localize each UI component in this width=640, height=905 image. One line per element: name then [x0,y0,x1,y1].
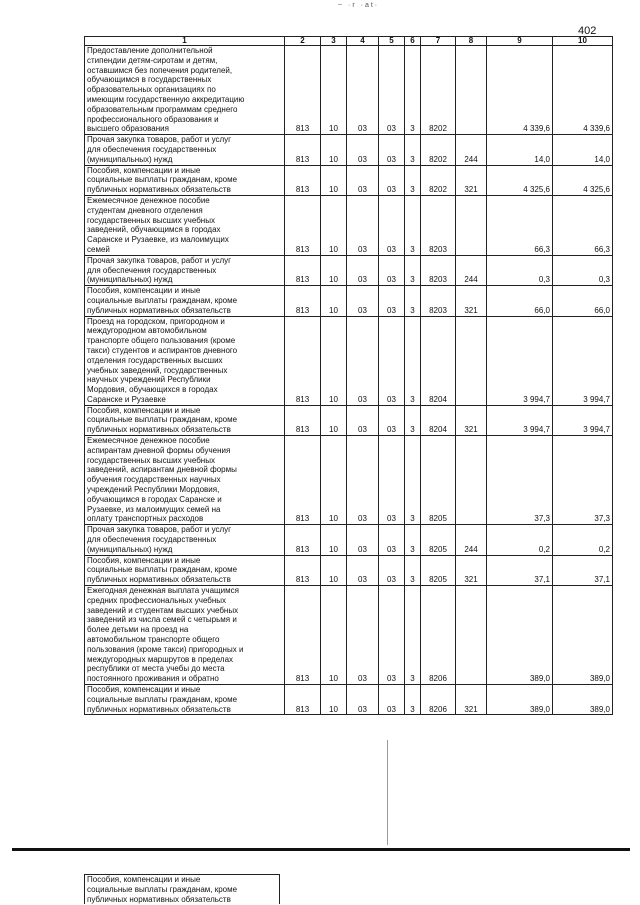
code-cell: 8202 [421,165,456,195]
code-cell: 03 [347,525,379,555]
code-cell: 813 [285,685,321,715]
amount-cell: 3 994,7 [487,316,553,405]
code-cell: 8202 [421,46,456,135]
amount-cell: 4 339,6 [553,46,613,135]
code-cell: 3 [405,165,421,195]
code-cell: 10 [321,586,347,685]
code-cell: 03 [347,135,379,165]
amount-cell: 389,0 [553,586,613,685]
amount-cell: 3 994,7 [553,316,613,405]
column-header: 10 [553,37,613,46]
code-cell: 03 [379,316,405,405]
row-description: Предоставление дополнительной стипендии детям-сиротам и детям, оставшимся без попечения родителей, обучающимся в государственных образовательных организациях по имеющим государственную аккредитацию образовательным программам среднего профессионального образования и высшего образования [85,46,285,135]
table-row [85,165,613,195]
row-description: Пособия, компенсации и иные социальные выплаты гражданам, кроме публичных нормативных обязательств [85,685,285,715]
code-cell: 03 [347,255,379,285]
code-cell: 3 [405,46,421,135]
code-cell: 10 [321,195,347,255]
code-cell: 813 [285,286,321,316]
code-cell: 03 [379,586,405,685]
code-cell: 03 [347,195,379,255]
code-cell: 813 [285,586,321,685]
code-cell: 8206 [421,586,456,685]
table-row [85,135,613,165]
code-cell: 813 [285,165,321,195]
row-description: Прочая закупка товаров, работ и услуг для обеспечения государственных (муниципальных) нужд [85,525,285,555]
amount-cell: 37,3 [553,436,613,525]
amount-cell: 389,0 [553,685,613,715]
amount-cell: 66,3 [553,195,613,255]
scan-artifact-mark: ~ ·r ·at· [338,2,380,9]
code-cell: 8205 [421,436,456,525]
code-cell: 03 [379,525,405,555]
code-cell: 3 [405,286,421,316]
code-cell: 3 [405,685,421,715]
code-cell: 03 [347,685,379,715]
code-cell: 10 [321,316,347,405]
row-description: Пособия, компенсации и иные социальные выплаты гражданам, кроме публичных нормативных обязательств [85,286,285,316]
code-cell: 321 [456,405,487,435]
code-cell: 321 [456,286,487,316]
amount-cell: 4 325,6 [487,165,553,195]
code-cell: 10 [321,525,347,555]
code-cell: 244 [456,135,487,165]
table-row [85,555,613,585]
code-cell: 03 [379,165,405,195]
code-cell: 813 [285,555,321,585]
code-cell: 10 [321,255,347,285]
code-cell: 03 [347,316,379,405]
code-cell: 3 [405,135,421,165]
row-description: Ежемесячное денежное пособие аспирантам дневной формы обучения государственных высших учебных заведений, аспирантам дневной формы обучения государственных научных учреждений Республики Мордовия, обучающимся в городах Саранске и Рузаевке, из малоимущих семей на оплату транспортных расходов [85,436,285,525]
table-body [85,46,613,715]
code-cell: 321 [456,165,487,195]
amount-cell: 66,0 [553,286,613,316]
code-cell: 03 [379,255,405,285]
row-description: Прочая закупка товаров, работ и услуг для обеспечения государственных (муниципальных) нужд [85,135,285,165]
row-description: Пособия, компенсации и иные социальные выплаты гражданам, кроме публичных нормативных обязательств [85,405,285,435]
table-row [85,436,613,525]
code-cell: 03 [379,135,405,165]
code-cell: 244 [456,525,487,555]
code-cell: 3 [405,316,421,405]
amount-cell: 37,3 [487,436,553,525]
amount-cell: 4 339,6 [487,46,553,135]
code-cell [456,195,487,255]
code-cell: 03 [347,436,379,525]
page-number: 402 [578,25,597,37]
row-description: Пособия, компенсации и иные социальные выплаты гражданам, кроме публичных нормативных обязательств [85,165,285,195]
code-cell: 321 [456,555,487,585]
code-cell: 10 [321,405,347,435]
code-cell: 8203 [421,286,456,316]
code-cell: 03 [379,555,405,585]
amount-cell: 3 994,7 [487,405,553,435]
amount-cell: 389,0 [487,685,553,715]
scan-fold-line [387,740,388,845]
code-cell [456,46,487,135]
table-row [85,685,613,715]
code-cell: 03 [347,555,379,585]
code-cell: 03 [347,405,379,435]
code-cell: 3 [405,255,421,285]
table-row [85,255,613,285]
code-cell: 813 [285,525,321,555]
code-cell: 813 [285,195,321,255]
row-description: Проезд на городском, пригородном и междугородном автомобильном транспорте общего пользования (кроме такси) студентов и аспирантов дневного отделения государственных высших учебных заведений, государственных научных учреждений Республики Мордовия, обучающихся в городах Саранске и Рузаевке [85,316,285,405]
code-cell: 8206 [421,685,456,715]
column-header: 5 [379,37,405,46]
code-cell: 03 [379,286,405,316]
code-cell: 813 [285,255,321,285]
table-row [85,586,613,685]
amount-cell: 14,0 [487,135,553,165]
code-cell: 3 [405,405,421,435]
row-description: Ежегодная денежная выплата учащимся средних профессиональных учебных заведений и студентам высших учебных заведений из числа семей с четырьмя и более детьми на проезд на автомобильном транспорте общего пользования (кроме такси) пригородных и междугородных маршрутов в пределах республики от места учебы до места постоянного проживания и обратно [85,586,285,685]
page-bottom-rule [12,848,630,851]
code-cell [456,586,487,685]
code-cell: 8203 [421,195,456,255]
budget-table [84,36,613,715]
code-cell: 321 [456,685,487,715]
code-cell: 8204 [421,405,456,435]
table-row [85,405,613,435]
code-cell: 813 [285,135,321,165]
code-cell: 03 [379,405,405,435]
code-cell: 03 [379,46,405,135]
code-cell: 3 [405,195,421,255]
code-cell: 10 [321,286,347,316]
code-cell: 813 [285,316,321,405]
code-cell: 03 [347,586,379,685]
code-cell [456,316,487,405]
code-cell: 03 [347,46,379,135]
code-cell: 03 [379,195,405,255]
code-cell: 8205 [421,525,456,555]
column-header: 2 [285,37,321,46]
code-cell: 03 [347,286,379,316]
code-cell: 813 [285,436,321,525]
table-row [85,286,613,316]
amount-cell: 0,2 [553,525,613,555]
amount-cell: 14,0 [553,135,613,165]
amount-cell: 3 994,7 [553,405,613,435]
next-page-fragment: Пособия, компенсации и иные социальные выплаты гражданам, кроме публичных нормативных обязательств [84,874,280,904]
table-row [85,525,613,555]
code-cell: 10 [321,555,347,585]
amount-cell: 0,3 [487,255,553,285]
column-header: 6 [405,37,421,46]
code-cell: 8204 [421,316,456,405]
column-header: 8 [456,37,487,46]
code-cell: 10 [321,685,347,715]
amount-cell: 66,0 [487,286,553,316]
code-cell: 3 [405,525,421,555]
code-cell: 3 [405,555,421,585]
amount-cell: 389,0 [487,586,553,685]
code-cell: 10 [321,135,347,165]
code-cell [456,436,487,525]
column-header: 4 [347,37,379,46]
code-cell: 03 [347,165,379,195]
table-header-row [85,37,613,46]
code-cell: 8205 [421,555,456,585]
code-cell: 3 [405,436,421,525]
column-header: 3 [321,37,347,46]
column-header: 7 [421,37,456,46]
row-description: Ежемесячное денежное пособие студентам дневного отделения государственных высших учебных заведений, обучающимся в городах Саранске и Рузаевке, из малоимущих семей [85,195,285,255]
amount-cell: 66,3 [487,195,553,255]
code-cell: 244 [456,255,487,285]
row-description: Прочая закупка товаров, работ и услуг для обеспечения государственных (муниципальных) нужд [85,255,285,285]
code-cell: 10 [321,165,347,195]
table-row [85,316,613,405]
row-description: Пособия, компенсации и иные социальные выплаты гражданам, кроме публичных нормативных обязательств [85,555,285,585]
amount-cell: 37,1 [487,555,553,585]
amount-cell: 37,1 [553,555,613,585]
table-row [85,46,613,135]
table-row [85,195,613,255]
code-cell: 10 [321,436,347,525]
column-header: 1 [85,37,285,46]
amount-cell: 0,2 [487,525,553,555]
amount-cell: 4 325,6 [553,165,613,195]
column-header: 9 [487,37,553,46]
code-cell: 03 [379,436,405,525]
code-cell: 03 [379,685,405,715]
code-cell: 10 [321,46,347,135]
code-cell: 8203 [421,255,456,285]
code-cell: 3 [405,586,421,685]
code-cell: 8202 [421,135,456,165]
code-cell: 813 [285,46,321,135]
code-cell: 813 [285,405,321,435]
amount-cell: 0,3 [553,255,613,285]
